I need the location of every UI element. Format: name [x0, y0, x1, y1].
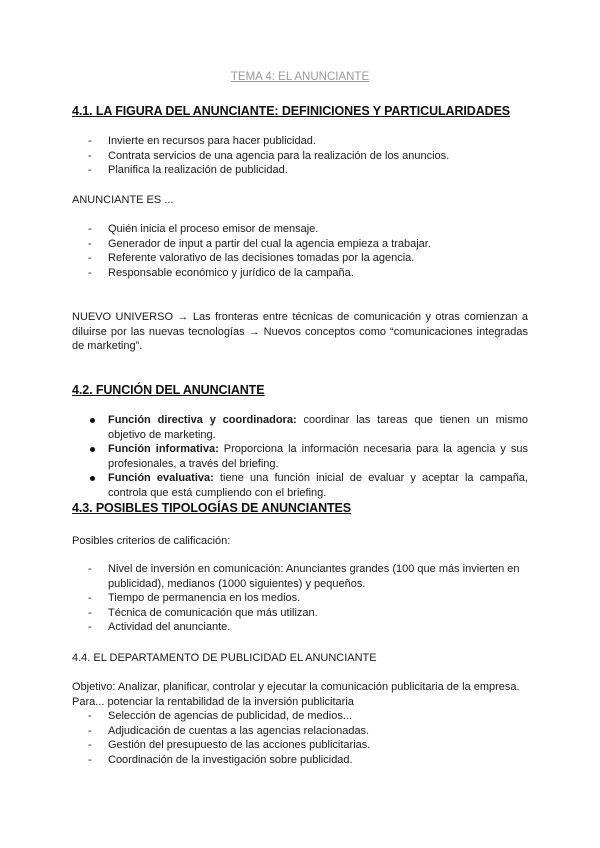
function-term: Función informativa:: [108, 443, 219, 456]
heading-4-4: 4.4. EL DEPARTAMENTO DE PUBLICIDAD EL ANUNCIANTE: [72, 652, 377, 664]
list-item: - Contrata servicios de una agencia para la realización de los anuncios.: [88, 149, 449, 164]
function-term: Función evaluativa:: [108, 472, 214, 485]
para-text: Para... potenciar la rentabilidad de la inversión publicitaria: [72, 696, 354, 708]
list-4-2: [88, 413, 528, 501]
list-item: - Planifica la realización de publicidad.: [88, 163, 449, 178]
list-item: - Generador de input a partir del cual la agencia empieza a trabajar.: [88, 237, 431, 252]
list-item: - Gestión del presupuesto de las acciones publicitarias.: [88, 738, 370, 753]
nuevo-universo-paragraph: NUEVO UNIVERSO → Las fronteras entre técnicas de comunicación y otras comienzan a diluirse por las nuevas tecnologías → Nuevos conceptos como “comunicaciones integradas de marketing”.: [72, 311, 528, 353]
list-4-3: [88, 562, 528, 635]
list-item: - Nivel de inversión en comunicación: Anunciantes grandes (100 que más invierten en publicidad), medianos (1000 siguientes) y pequeños.: [88, 562, 528, 591]
list-item: [88, 442, 528, 471]
function-text: coordinar las tareas que tienen un mismo objetivo de marketing.: [108, 414, 528, 441]
criterios-intro: Posibles criterios de calificación:: [72, 535, 231, 547]
list-item: - Responsable económico y jurídico de la campaña.: [88, 266, 431, 281]
list-item: [88, 471, 528, 500]
list-item: - Coordinación de la investigación sobre publicidad.: [88, 753, 370, 768]
list-item: - Adjudicación de cuentas a las agencias relacionadas.: [88, 724, 370, 739]
heading-4-2: 4.2. FUNCIÓN DEL ANUNCIANTE: [72, 383, 265, 397]
document-title: TEMA 4: EL ANUNCIANTE: [230, 71, 370, 83]
objetivo-text: Objetivo: Analizar, planificar, controlar y ejecutar la comunicación publicitaria de la empresa.: [72, 681, 520, 693]
list-item: - Tiempo de permanencia en los medios.: [88, 591, 528, 606]
list-4-1: [88, 134, 449, 178]
function-text: tiene una función inicial de evaluar y aceptar la campaña, controla que está cumpliendo con el briefing.: [108, 472, 528, 499]
function-term: Función directiva y coordinadora:: [108, 414, 297, 426]
list-anunciante-es: [88, 222, 431, 280]
list-item: - Referente valorativo de las decisiones tomadas por la agencia.: [88, 251, 431, 266]
list-item: - Quién inicia el proceso emisor de mensaje.: [88, 222, 431, 237]
anunciante-es-label: ANUNCIANTE ES ...: [72, 194, 174, 206]
list-item: [88, 413, 528, 442]
list-item: - Actividad del anunciante.: [88, 620, 528, 635]
function-text: Proporciona la información necesaria para la agencia y sus profesionales, a través del briefing.: [108, 443, 529, 470]
heading-4-1: 4.1. LA FIGURA DEL ANUNCIANTE: DEFINICIONES Y PARTICULARIDADES: [72, 104, 511, 118]
heading-4-3: 4.3. POSIBLES TIPOLOGÍAS DE ANUNCIANTES: [72, 501, 352, 515]
list-4-4: [88, 709, 370, 767]
list-item: - Invierte en recursos para hacer publicidad.: [88, 134, 449, 149]
list-item: - Técnica de comunicación que más utilizan.: [88, 606, 528, 621]
list-item: - Selección de agencias de publicidad, de medios...: [88, 709, 370, 724]
